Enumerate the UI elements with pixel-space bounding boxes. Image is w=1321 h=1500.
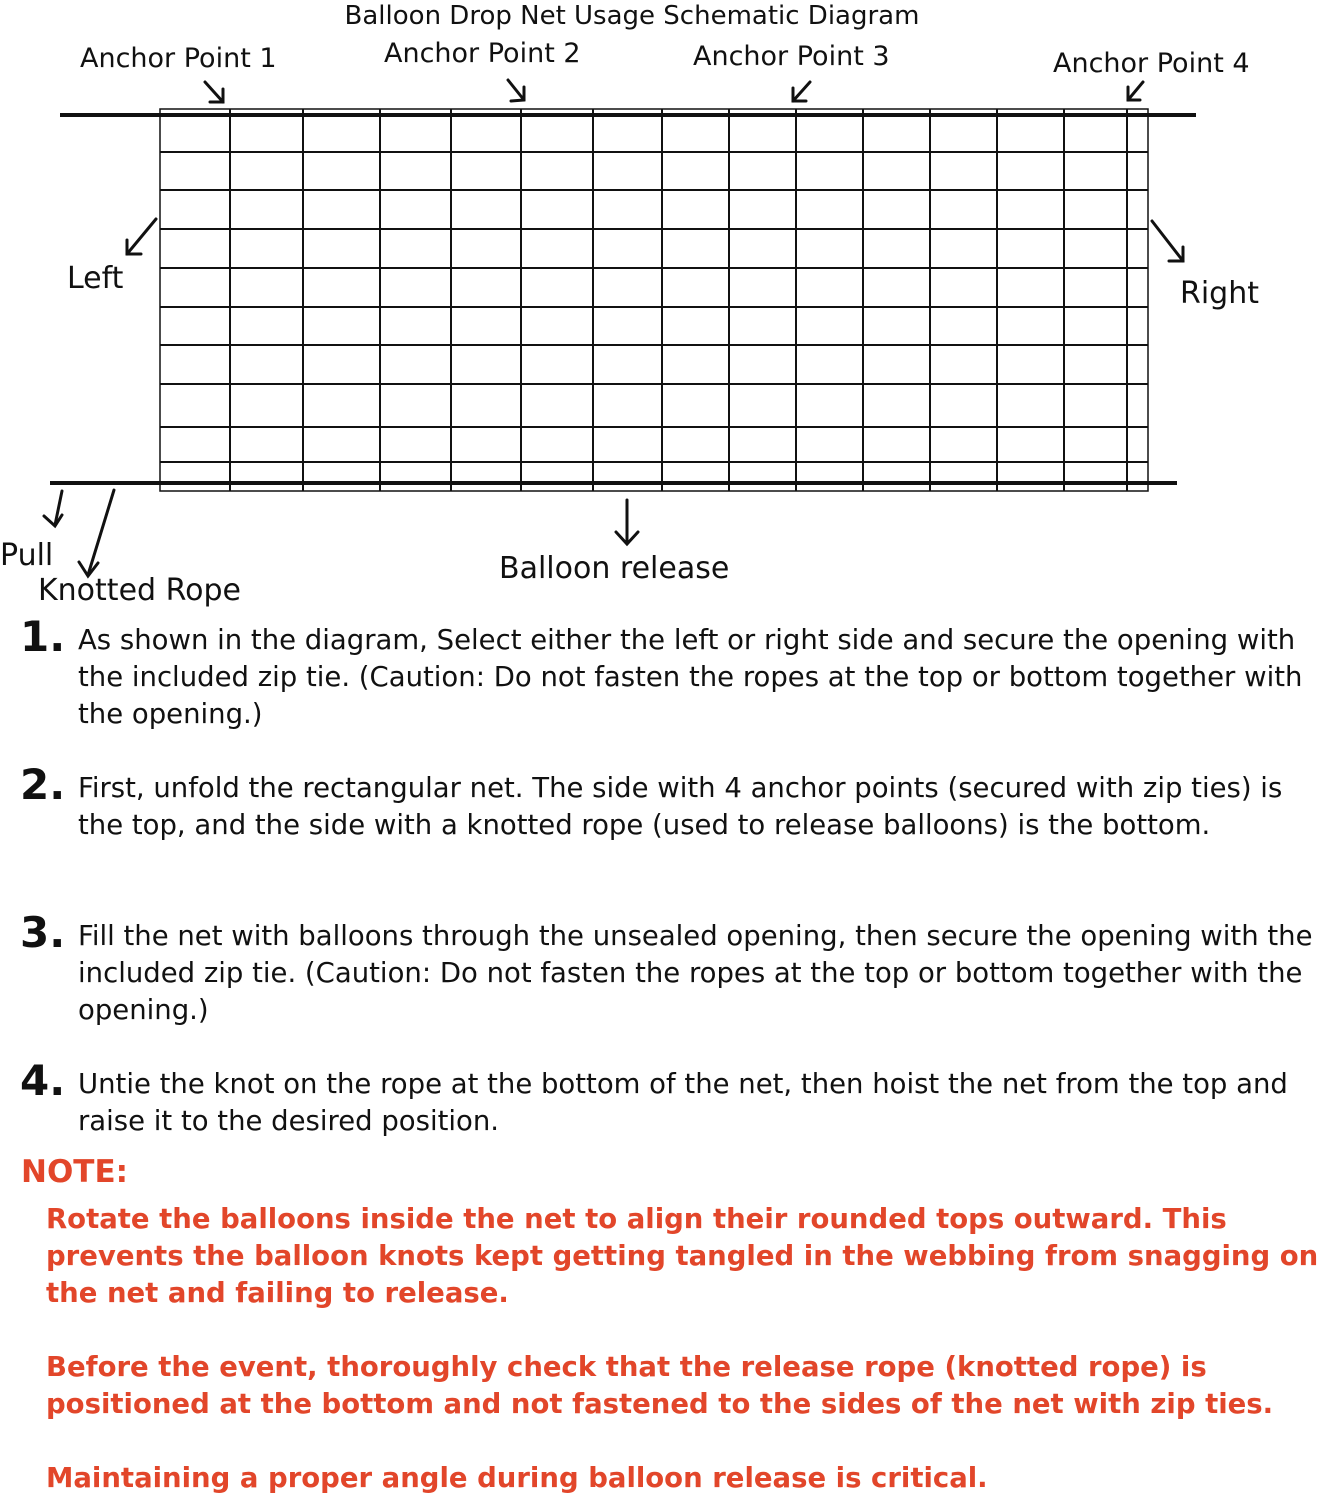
anchor-point-4-arrow-icon — [1128, 82, 1143, 100]
note-paragraph-3: Maintaining a proper angle during balloon release is critical. — [46, 1462, 988, 1494]
note-paragraph-1: Rotate the balloons inside the net to align their rounded tops outward. This prevents the balloon knots kept getting tangled in the webbing from snagging on the net and failing to release. — [46, 1203, 1319, 1309]
anchor-point-2-label: Anchor Point 2 — [384, 38, 581, 69]
note-paragraph-2: Before the event, thoroughly check that the release rope (knotted rope) is positioned at the bottom and not fastened to the sides of the net with zip ties. — [46, 1351, 1274, 1420]
net-grid — [160, 109, 1148, 491]
balloon-release-label: Balloon release — [499, 551, 730, 586]
balloon-release-arrow-icon — [616, 500, 638, 544]
anchor-point-3-arrow-icon — [793, 82, 810, 101]
step-text: As shown in the diagram, Select either the left or right side and secure the opening with the included zip tie. (Caution: Do not fasten the ropes at the top or bottom together with the opening.) — [78, 624, 1303, 730]
step-text: First, unfold the rectangular net. The side with 4 anchor points (secured with zip ties) is the top, and the side with a knotted rope (used to release balloons) is the bottom. — [78, 772, 1283, 841]
net-schematic-diagram — [0, 0, 1321, 610]
right-side-arrow-icon — [1152, 221, 1183, 261]
anchor-point-1-label: Anchor Point 1 — [80, 43, 277, 74]
right-side-label: Right — [1180, 276, 1259, 311]
pull-arrow-icon — [44, 491, 62, 526]
step-text: Fill the net with balloons through the unsealed opening, then secure the opening with the included zip tie. (Caution: Do not fasten the ropes at the top or bottom together with the opening.) — [78, 920, 1313, 1026]
step-text: Untie the knot on the rope at the bottom of the net, then hoist the net from the top and raise it to the desired position. — [78, 1068, 1288, 1137]
step-number: 4. — [20, 1056, 66, 1105]
anchor-point-1-arrow-icon — [205, 82, 223, 102]
note-title: NOTE: — [21, 1154, 129, 1190]
diagram-title: Balloon Drop Net Usage Schematic Diagram — [344, 1, 920, 31]
step-number: 3. — [20, 908, 66, 957]
knotted-rope-arrow-icon — [79, 490, 114, 576]
left-side-arrow-icon — [127, 219, 156, 254]
step-number: 1. — [20, 612, 66, 661]
anchor-point-3-label: Anchor Point 3 — [693, 41, 890, 72]
anchor-point-2-arrow-icon — [508, 80, 524, 101]
anchor-point-4-label: Anchor Point 4 — [1053, 48, 1250, 79]
pull-label: Pull — [0, 538, 54, 573]
knotted-rope-label: Knotted Rope — [38, 573, 241, 608]
step-number: 2. — [20, 760, 66, 809]
left-side-label: Left — [67, 261, 124, 296]
